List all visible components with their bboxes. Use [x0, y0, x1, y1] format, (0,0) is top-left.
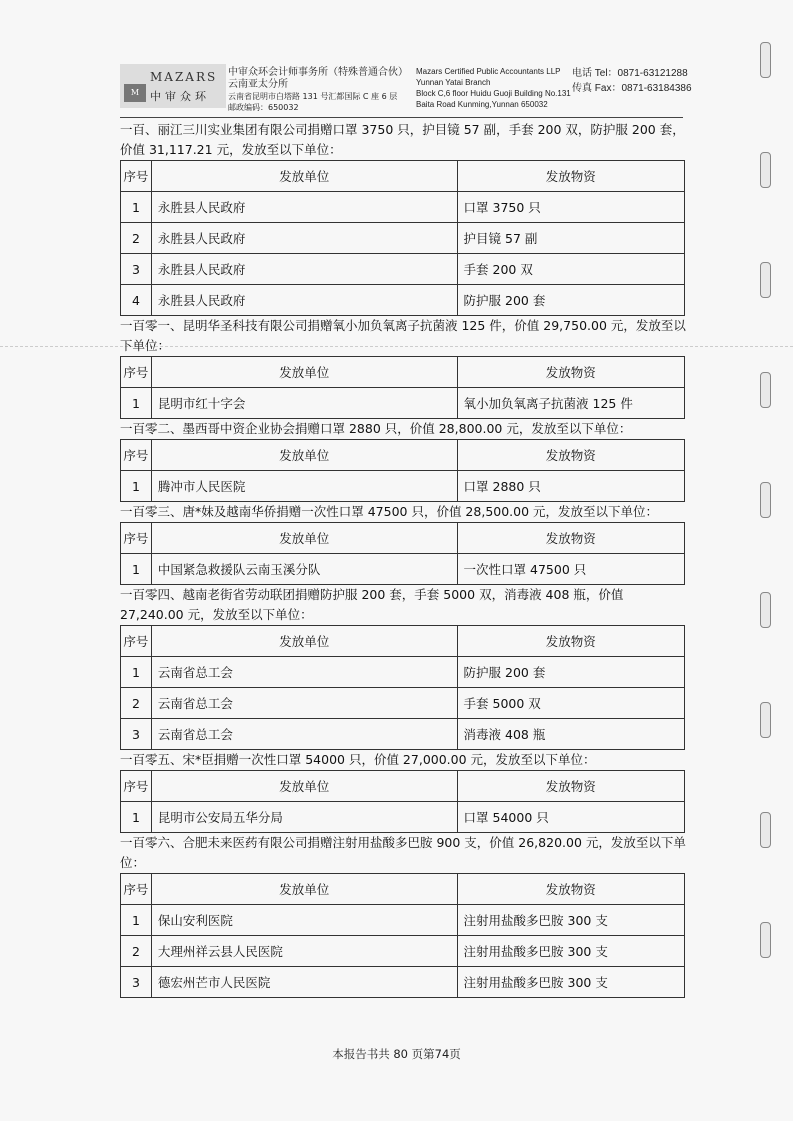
- table-row: [121, 657, 685, 688]
- distribution-table: [120, 625, 685, 750]
- distribution-table: [120, 160, 685, 316]
- distribution-table: [120, 439, 685, 502]
- col-header-goods: 发放物资: [457, 771, 684, 802]
- address-en-2: Baita Road Kunming,Yunnan 650032: [416, 100, 548, 109]
- table-header-row: [121, 874, 685, 905]
- table-row: [121, 719, 685, 750]
- recipient-unit: 永胜县人民政府: [151, 254, 457, 285]
- distributed-goods: 注射用盐酸多巴胺 300 支: [457, 905, 684, 936]
- section-title: 一百零一、昆明华圣科技有限公司捐赠氧小加负氧离子抗菌液 125 件，价值 29,750.00 元，发放至以下单位：: [120, 318, 686, 353]
- distributed-goods: 口罩 3750 只: [457, 192, 684, 223]
- logo-en: MAZARS: [150, 70, 218, 84]
- col-header-goods: 发放物资: [457, 626, 684, 657]
- distributed-goods: 防护服 200 套: [457, 285, 684, 316]
- col-header-goods: 发放物资: [457, 161, 684, 192]
- col-header-goods: 发放物资: [457, 874, 684, 905]
- firm-info-cn: [228, 66, 414, 113]
- table-row: [121, 967, 685, 998]
- punch-hole: [760, 702, 771, 738]
- table-row: [121, 905, 685, 936]
- distribution-table: [120, 356, 685, 419]
- punch-hole: [760, 262, 771, 298]
- row-number: 2: [121, 688, 152, 719]
- table-row: [121, 802, 685, 833]
- col-header-unit: 发放单位: [151, 440, 457, 471]
- col-header-unit: 发放单位: [151, 523, 457, 554]
- contact-info: [572, 66, 742, 96]
- address-cn: 云南省昆明市白塔路 131 号汇都国际 C 座 6 层: [228, 92, 398, 101]
- header-rule: [120, 117, 683, 118]
- col-header-unit: 发放单位: [151, 161, 457, 192]
- distributed-goods: 注射用盐酸多巴胺 300 支: [457, 967, 684, 998]
- tel: 电话 Tel：0871-63121288: [572, 68, 688, 79]
- recipient-unit: 德宏州芒市人民医院: [151, 967, 457, 998]
- punch-hole: [760, 592, 771, 628]
- recipient-unit: 保山安利医院: [151, 905, 457, 936]
- section-title: 一百零二、墨西哥中资企业协会捐赠口罩 2880 只，价值 28,800.00 元，发放至以下单位：: [120, 421, 632, 436]
- firm-name-en: Mazars Certified Public Accountants LLP: [416, 67, 561, 76]
- table-header-row: [121, 161, 685, 192]
- recipient-unit: 永胜县人民政府: [151, 192, 457, 223]
- mazars-logo: [120, 64, 226, 108]
- table-header-row: [121, 357, 685, 388]
- punch-hole: [760, 152, 771, 188]
- row-number: 1: [121, 554, 152, 585]
- col-header-goods: 发放物资: [457, 440, 684, 471]
- recipient-unit: 大理州祥云县人民医院: [151, 936, 457, 967]
- row-number: 1: [121, 388, 152, 419]
- row-number: 3: [121, 967, 152, 998]
- section-title: 一百零六、合肥未来医药有限公司捐赠注射用盐酸多巴胺 900 支，价值 26,820.00 元，发放至以下单位：: [120, 835, 686, 870]
- row-number: 3: [121, 719, 152, 750]
- table-row: [121, 254, 685, 285]
- col-header-no: 序号: [121, 440, 152, 471]
- row-number: 1: [121, 471, 152, 502]
- distributed-goods: 防护服 200 套: [457, 657, 684, 688]
- col-header-unit: 发放单位: [151, 771, 457, 802]
- section-title: 一百、丽江三川实业集团有限公司捐赠口罩 3750 只，护目镜 57 副，手套 200 双，防护服 200 套，价值 31,117.21 元，发放至以下单位：: [120, 122, 685, 157]
- table-header-row: [121, 523, 685, 554]
- table-row: [121, 688, 685, 719]
- punch-hole: [760, 482, 771, 518]
- distributed-goods: 注射用盐酸多巴胺 300 支: [457, 936, 684, 967]
- postcode-cn: 邮政编码：650032: [228, 103, 299, 112]
- address-en-1: Block C,6 floor Huidu Guoji Building No.131: [416, 89, 571, 98]
- firm-info-en: [416, 66, 586, 110]
- section-title: 一百零三、唐*妹及越南华侨捐赠一次性口罩 47500 只，价值 28,500.00 元，发放至以下单位：: [120, 504, 659, 519]
- row-number: 1: [121, 657, 152, 688]
- distribution-table: [120, 873, 685, 998]
- recipient-unit: 腾冲市人民医院: [151, 471, 457, 502]
- table-row: [121, 192, 685, 223]
- branch-name-en: Yunnan Yatai Branch: [416, 78, 491, 87]
- col-header-goods: 发放物资: [457, 523, 684, 554]
- col-header-unit: 发放单位: [151, 626, 457, 657]
- section-title: 一百零五、宋*臣捐赠一次性口罩 54000 只，价值 27,000.00 元，发放至以下单位：: [120, 752, 596, 767]
- letterhead: [120, 60, 692, 118]
- table-row: [121, 388, 685, 419]
- table-row: [121, 223, 685, 254]
- punch-hole: [760, 372, 771, 408]
- punch-hole: [760, 812, 771, 848]
- distribution-table: [120, 522, 685, 585]
- distributed-goods: 护目镜 57 副: [457, 223, 684, 254]
- col-header-goods: 发放物资: [457, 357, 684, 388]
- row-number: 2: [121, 936, 152, 967]
- recipient-unit: 中国紧急救援队云南玉溪分队: [151, 554, 457, 585]
- recipient-unit: 昆明市公安局五华分局: [151, 802, 457, 833]
- table-row: [121, 936, 685, 967]
- recipient-unit: 永胜县人民政府: [151, 285, 457, 316]
- punch-hole: [760, 922, 771, 958]
- col-header-unit: 发放单位: [151, 874, 457, 905]
- recipient-unit: 永胜县人民政府: [151, 223, 457, 254]
- row-number: 1: [121, 192, 152, 223]
- logo-cn: 中审众环: [150, 90, 210, 103]
- recipient-unit: 云南省总工会: [151, 657, 457, 688]
- col-header-no: 序号: [121, 523, 152, 554]
- table-header-row: [121, 771, 685, 802]
- recipient-unit: 云南省总工会: [151, 688, 457, 719]
- col-header-no: 序号: [121, 874, 152, 905]
- branch-name-cn: 云南亚太分所: [228, 79, 288, 90]
- distributed-goods: 一次性口罩 47500 只: [457, 554, 684, 585]
- row-number: 3: [121, 254, 152, 285]
- col-header-no: 序号: [121, 357, 152, 388]
- distributed-goods: 口罩 54000 只: [457, 802, 684, 833]
- col-header-no: 序号: [121, 771, 152, 802]
- report-body: [120, 120, 686, 998]
- table-row: [121, 285, 685, 316]
- recipient-unit: 昆明市红十字会: [151, 388, 457, 419]
- col-header-no: 序号: [121, 626, 152, 657]
- distributed-goods: 氧小加负氧离子抗菌液 125 件: [457, 388, 684, 419]
- row-number: 1: [121, 905, 152, 936]
- col-header-no: 序号: [121, 161, 152, 192]
- section-title: 一百零四、越南老街省劳动联团捐赠防护服 200 套，手套 5000 双，消毒液 408 瓶，价值 27,240.00 元，发放至以下单位：: [120, 587, 624, 622]
- distributed-goods: 口罩 2880 只: [457, 471, 684, 502]
- logo-mark-icon: M: [124, 84, 146, 102]
- distributed-goods: 消毒液 408 瓶: [457, 719, 684, 750]
- table-header-row: [121, 626, 685, 657]
- row-number: 2: [121, 223, 152, 254]
- punch-hole: [760, 42, 771, 78]
- distribution-table: [120, 770, 685, 833]
- distributed-goods: 手套 5000 双: [457, 688, 684, 719]
- firm-name-cn: 中审众环会计师事务所（特殊普通合伙）: [228, 67, 408, 78]
- row-number: 1: [121, 802, 152, 833]
- row-number: 4: [121, 285, 152, 316]
- col-header-unit: 发放单位: [151, 357, 457, 388]
- recipient-unit: 云南省总工会: [151, 719, 457, 750]
- table-header-row: [121, 440, 685, 471]
- fax: 传真 Fax：0871-63184386: [572, 83, 692, 94]
- distributed-goods: 手套 200 双: [457, 254, 684, 285]
- page-footer: 本报告书共 80 页第74页: [332, 1047, 461, 1061]
- table-row: [121, 554, 685, 585]
- table-row: [121, 471, 685, 502]
